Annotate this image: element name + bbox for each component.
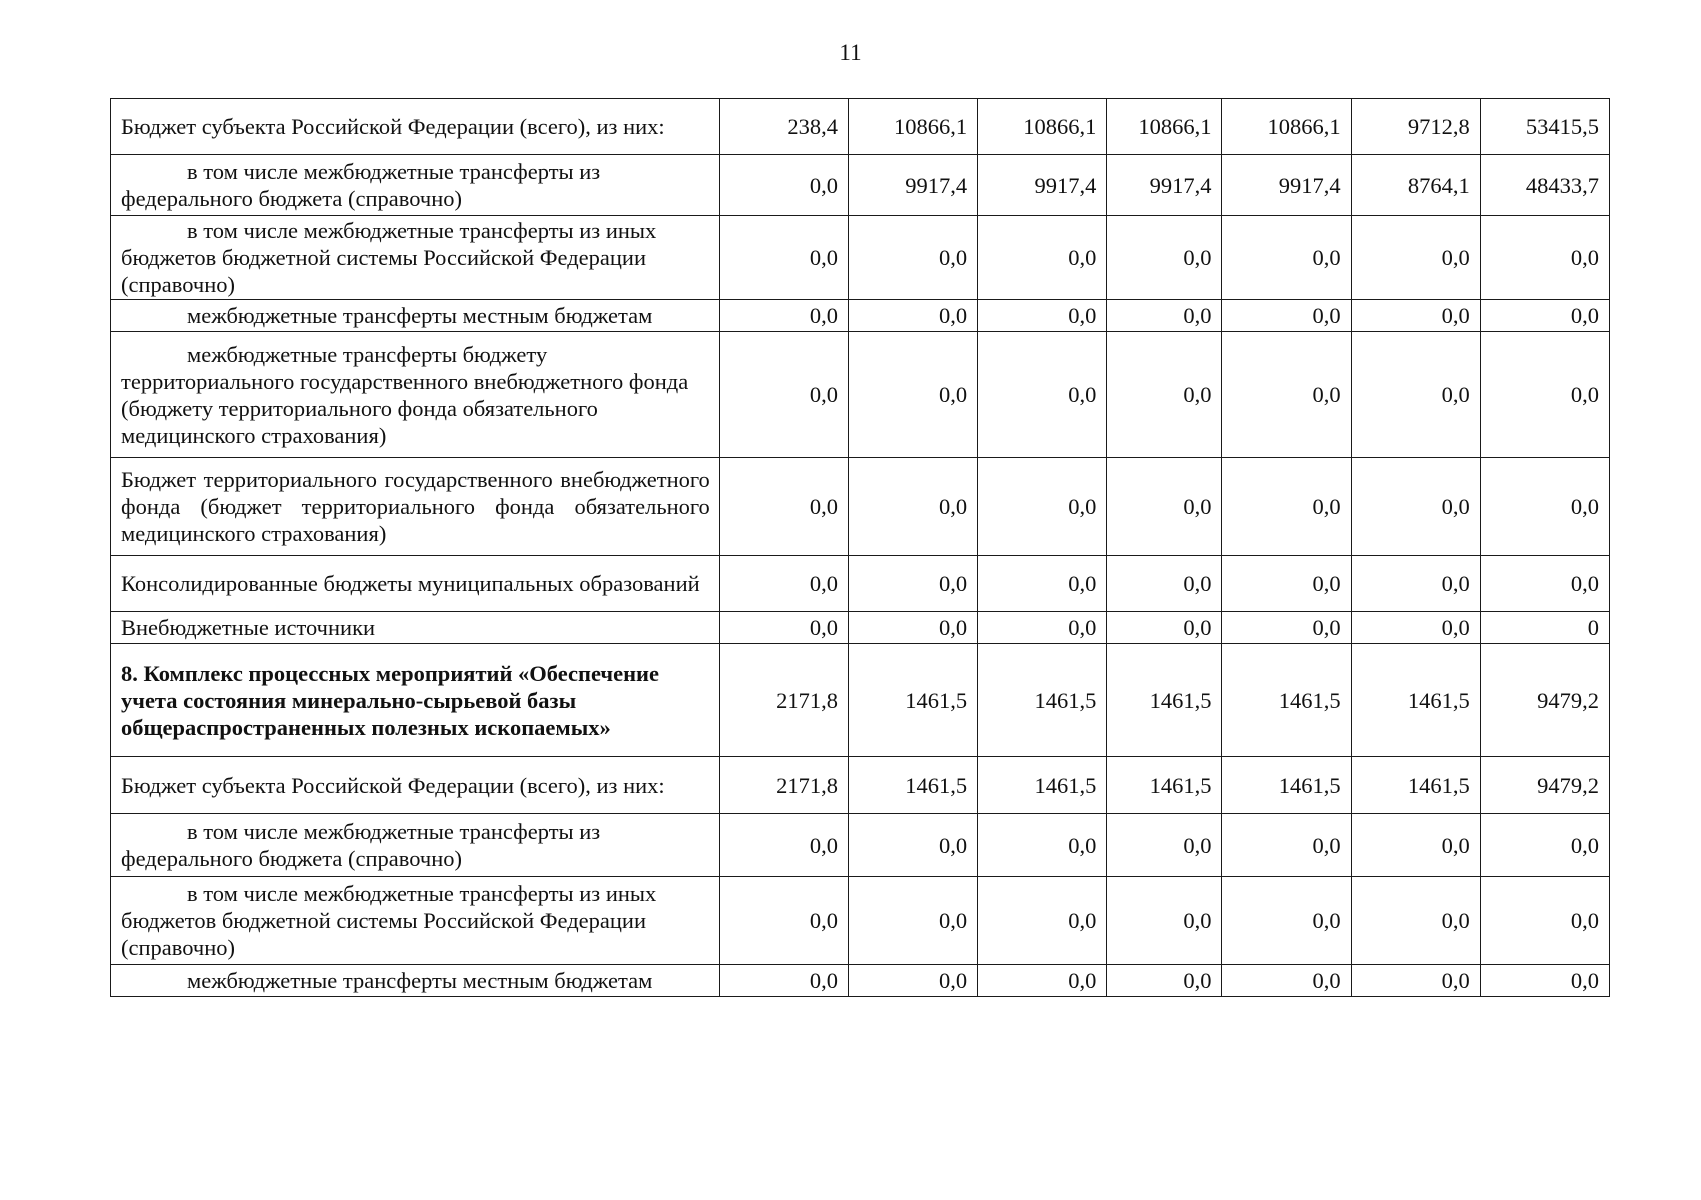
value-cell: 0,0	[1480, 332, 1609, 458]
value-cell: 0,0	[978, 332, 1107, 458]
value-cell: 0,0	[978, 814, 1107, 877]
value-cell: 1461,5	[848, 757, 977, 814]
value-cell: 0,0	[1480, 216, 1609, 300]
value-cell: 0,0	[719, 814, 848, 877]
table-row	[111, 155, 1610, 216]
row-label: в том числе межбюджетные трансферты из федерального бюджета (справочно)	[111, 155, 720, 216]
value-cell: 0,0	[719, 216, 848, 300]
table-row	[111, 300, 1610, 332]
table-row	[111, 644, 1610, 757]
value-cell: 1461,5	[1351, 757, 1480, 814]
table-row	[111, 877, 1610, 965]
value-cell: 0,0	[848, 332, 977, 458]
value-cell: 0,0	[1351, 216, 1480, 300]
value-cell: 0,0	[1107, 965, 1222, 997]
value-cell: 1461,5	[1107, 757, 1222, 814]
table-body	[111, 99, 1610, 997]
value-cell: 1461,5	[1107, 644, 1222, 757]
value-cell: 0,0	[1222, 877, 1351, 965]
value-cell: 0,0	[1480, 300, 1609, 332]
value-cell: 0,0	[1351, 300, 1480, 332]
value-cell: 238,4	[719, 99, 848, 155]
table-row	[111, 965, 1610, 997]
row-label: Внебюджетные источники	[111, 612, 720, 644]
value-cell: 0,0	[1107, 332, 1222, 458]
value-cell: 1461,5	[1351, 644, 1480, 757]
value-cell: 0,0	[1351, 556, 1480, 612]
budget-table	[110, 98, 1610, 997]
value-cell: 0,0	[719, 155, 848, 216]
value-cell: 9479,2	[1480, 644, 1609, 757]
value-cell: 10866,1	[848, 99, 977, 155]
value-cell: 9917,4	[848, 155, 977, 216]
value-cell: 0,0	[1222, 300, 1351, 332]
value-cell: 53415,5	[1480, 99, 1609, 155]
value-cell: 0,0	[978, 877, 1107, 965]
row-label: Бюджет субъекта Российской Федерации (всего), из них:	[111, 757, 720, 814]
value-cell: 0,0	[1351, 458, 1480, 556]
value-cell: 1461,5	[1222, 644, 1351, 757]
value-cell: 0,0	[1222, 965, 1351, 997]
table-row	[111, 458, 1610, 556]
value-cell: 0,0	[1222, 814, 1351, 877]
value-cell: 2171,8	[719, 757, 848, 814]
value-cell: 0,0	[719, 965, 848, 997]
value-cell: 0,0	[1351, 965, 1480, 997]
value-cell: 0,0	[1107, 814, 1222, 877]
value-cell: 0,0	[978, 458, 1107, 556]
value-cell: 0,0	[978, 556, 1107, 612]
value-cell: 0,0	[978, 612, 1107, 644]
table-row	[111, 216, 1610, 300]
value-cell: 0,0	[719, 612, 848, 644]
value-cell: 9917,4	[978, 155, 1107, 216]
table-row	[111, 757, 1610, 814]
value-cell: 0,0	[1480, 877, 1609, 965]
value-cell: 0,0	[978, 216, 1107, 300]
value-cell: 2171,8	[719, 644, 848, 757]
value-cell: 1461,5	[848, 644, 977, 757]
row-label: Консолидированные бюджеты муниципальных образований	[111, 556, 720, 612]
row-label: межбюджетные трансферты местным бюджетам	[111, 300, 720, 332]
row-label: межбюджетные трансферты бюджету территориального государственного внебюджетного фонда (бюджету территориального фонда обязательного медицинского страхования)	[111, 332, 720, 458]
value-cell: 0,0	[1480, 965, 1609, 997]
value-cell: 0,0	[848, 458, 977, 556]
value-cell: 10866,1	[978, 99, 1107, 155]
value-cell: 0,0	[719, 458, 848, 556]
value-cell: 0,0	[1480, 458, 1609, 556]
value-cell: 0,0	[978, 300, 1107, 332]
table-row	[111, 556, 1610, 612]
value-cell: 0	[1480, 612, 1609, 644]
value-cell: 1461,5	[1222, 757, 1351, 814]
value-cell: 10866,1	[1107, 99, 1222, 155]
value-cell: 0,0	[1480, 814, 1609, 877]
value-cell: 0,0	[1107, 216, 1222, 300]
value-cell: 9479,2	[1480, 757, 1609, 814]
value-cell: 0,0	[1107, 556, 1222, 612]
value-cell: 0,0	[1480, 556, 1609, 612]
value-cell: 9712,8	[1351, 99, 1480, 155]
value-cell: 0,0	[1351, 877, 1480, 965]
value-cell: 0,0	[719, 556, 848, 612]
row-label: межбюджетные трансферты местным бюджетам	[111, 965, 720, 997]
value-cell: 0,0	[848, 216, 977, 300]
value-cell: 0,0	[848, 877, 977, 965]
value-cell: 8764,1	[1351, 155, 1480, 216]
value-cell: 0,0	[719, 332, 848, 458]
value-cell: 0,0	[848, 300, 977, 332]
row-label: Бюджет территориального государственного внебюджетного фонда (бюджет территориального фонда обязательного медицинского страхования)	[111, 458, 720, 556]
value-cell: 0,0	[1107, 877, 1222, 965]
value-cell: 0,0	[1107, 612, 1222, 644]
value-cell: 0,0	[1222, 458, 1351, 556]
row-label: Бюджет субъекта Российской Федерации (всего), из них:	[111, 99, 720, 155]
value-cell: 9917,4	[1107, 155, 1222, 216]
value-cell: 0,0	[848, 814, 977, 877]
value-cell: 0,0	[1222, 612, 1351, 644]
row-label: в том числе межбюджетные трансферты из федерального бюджета (справочно)	[111, 814, 720, 877]
value-cell: 0,0	[1351, 814, 1480, 877]
value-cell: 0,0	[1222, 332, 1351, 458]
table-row	[111, 332, 1610, 458]
row-label: в том числе межбюджетные трансферты из иных бюджетов бюджетной системы Российской Федерации (справочно)	[111, 877, 720, 965]
page-number: 11	[839, 40, 862, 65]
value-cell: 1461,5	[978, 757, 1107, 814]
value-cell: 0,0	[1222, 216, 1351, 300]
table-row	[111, 99, 1610, 155]
value-cell: 0,0	[848, 965, 977, 997]
value-cell: 0,0	[1222, 556, 1351, 612]
value-cell: 0,0	[719, 300, 848, 332]
value-cell: 0,0	[719, 877, 848, 965]
value-cell: 0,0	[848, 556, 977, 612]
value-cell: 0,0	[1351, 332, 1480, 458]
row-label: 8. Комплекс процессных мероприятий «Обеспечение учета состояния минерально-сырьевой базы общераспространенных полезных ископаемых»	[111, 644, 720, 757]
value-cell: 0,0	[1351, 612, 1480, 644]
value-cell: 1461,5	[978, 644, 1107, 757]
table-row	[111, 612, 1610, 644]
table-row	[111, 814, 1610, 877]
value-cell: 0,0	[978, 965, 1107, 997]
row-label: в том числе межбюджетные трансферты из иных бюджетов бюджетной системы Российской Федерации (справочно)	[111, 216, 720, 300]
value-cell: 0,0	[1107, 300, 1222, 332]
value-cell: 9917,4	[1222, 155, 1351, 216]
value-cell: 0,0	[848, 612, 977, 644]
value-cell: 48433,7	[1480, 155, 1609, 216]
value-cell: 10866,1	[1222, 99, 1351, 155]
value-cell: 0,0	[1107, 458, 1222, 556]
